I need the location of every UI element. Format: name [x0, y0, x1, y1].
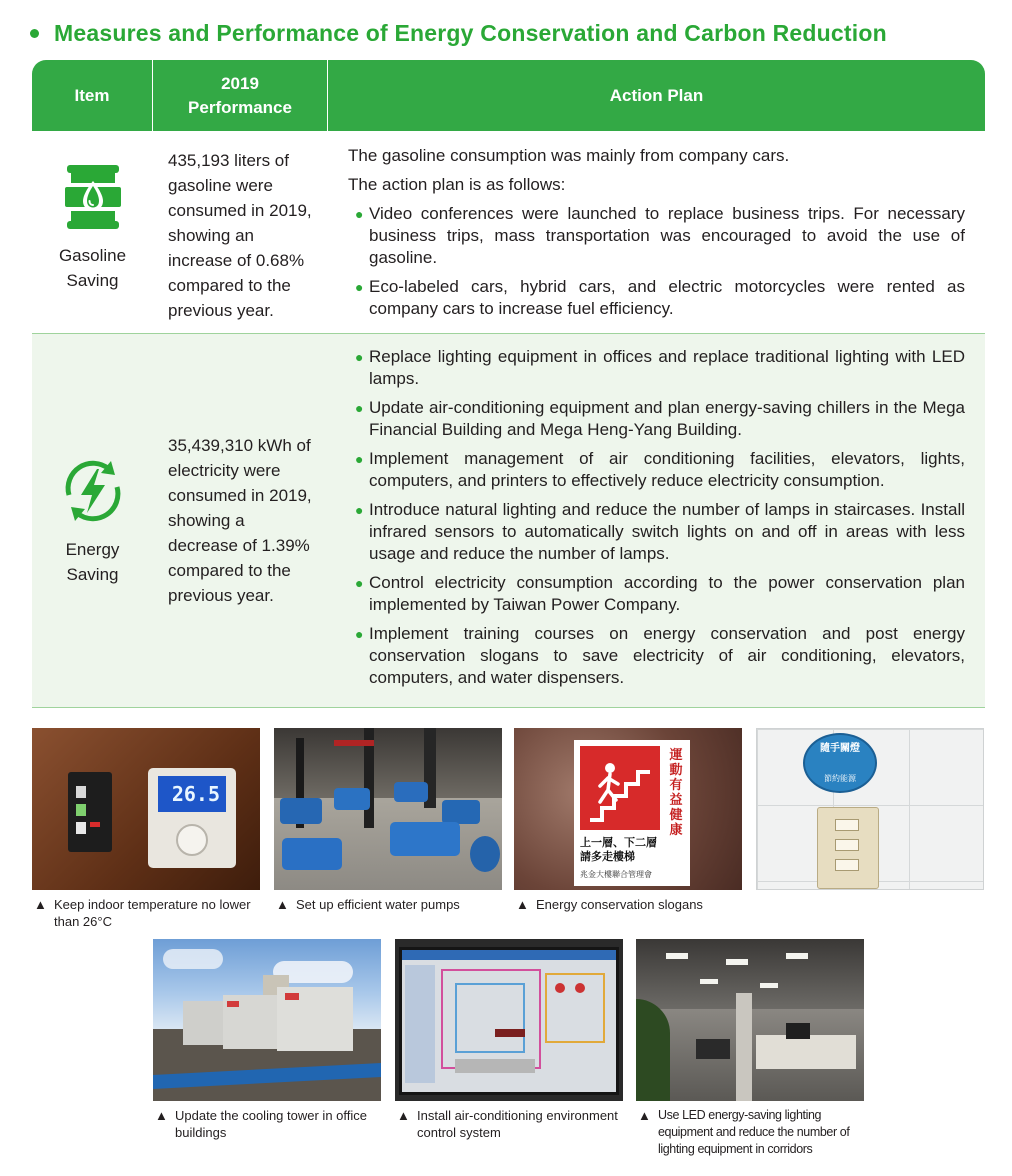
plan-bullet: ● Video conferences were launched to replace business trips. For necessary business trips, mass transportation was encouraged to avoid the use of gasoline. [355, 204, 965, 267]
triangle-icon: ▲ [276, 897, 289, 912]
photo-caption: Use LED energy-saving lighting equipment and reduce the number of lighting equipment in corridors [658, 1108, 850, 1156]
triangle-icon: ▲ [638, 1108, 651, 1123]
bullet-dot [30, 29, 39, 38]
plan-bullet: ● Replace lighting equipment in offices and replace traditional lighting with LED lamps. [355, 346, 965, 388]
photo-thermostat [32, 728, 260, 930]
item-cell [32, 131, 153, 333]
photo-water-pumps [274, 728, 502, 913]
triangle-icon: ▲ [155, 1108, 168, 1123]
item-label: Gasoline Saving [58, 246, 127, 290]
header-item: Item [32, 60, 153, 131]
gasoline-barrel-icon [57, 161, 129, 233]
photo-caption: Keep indoor temperature no lower than 26°C [54, 897, 251, 929]
water-pumps-image [274, 728, 502, 890]
plan-bullet: ● Eco-labeled cars, hybrid cars, and electric motorcycles were rented as company cars to increase fuel efficiency. [355, 277, 965, 318]
photo-cooling-tower [153, 939, 381, 1141]
plan-bullet: ● Implement management of air conditioning facilities, elevators, lights, computers, and printers to effectively reduce electricity consumption. [355, 448, 965, 490]
item-cell [32, 334, 153, 707]
item-label: Energy Saving [65, 539, 120, 584]
photo-caption: Energy conservation slogans [536, 897, 703, 912]
led-corridor-image [636, 939, 864, 1101]
light-switch-image [756, 728, 984, 890]
photo-gallery-bottom [153, 939, 865, 1164]
slogan-image [514, 728, 742, 890]
table-row-energy [32, 334, 985, 708]
page-title: Measures and Performance of Energy Conservation and Carbon Reduction [54, 20, 887, 46]
action-plan-cell [328, 131, 985, 333]
sticker-subtext: 節約能源 [824, 774, 856, 783]
section-title [30, 20, 887, 47]
thermostat-display: 26.5 [158, 776, 226, 812]
measures-table [32, 60, 985, 708]
photo-light-switch [756, 728, 984, 890]
energy-lightning-icon [57, 455, 129, 527]
table-header [32, 60, 985, 131]
control-system-image [395, 939, 623, 1101]
photo-caption: Install air-conditioning environment control system [417, 1108, 618, 1140]
sticker-text: 隨手關燈 [820, 743, 860, 754]
photo-control-system [395, 939, 623, 1141]
triangle-icon: ▲ [397, 1108, 410, 1123]
photo-led-corridor [636, 939, 864, 1158]
photo-caption: Update the cooling tower in office buildings [175, 1108, 367, 1140]
sign-footer: 兆金大樓聯合管理會 [580, 870, 652, 879]
performance-cell: 35,439,310 kWh of electricity were consumed in 2019, showing a decrease of 1.39% compared to the previous year. [168, 436, 312, 605]
table-row-gasoline [32, 131, 985, 334]
stairs-walker-icon [586, 758, 654, 824]
plan-bullet: ● Introduce natural lighting and reduce the number of lamps in staircases. Install infrared sensors to automatically switch lights on and off in areas with less usage and reduce the number of lamps. [355, 499, 965, 563]
triangle-icon: ▲ [516, 897, 529, 912]
header-performance: 2019 Performance [153, 60, 328, 131]
action-plan-cell [328, 334, 985, 707]
photo-slogan [514, 728, 742, 913]
performance-cell: 435,193 liters of gasoline were consumed in 2019, showing an increase of 0.68% compared to the previous year. [168, 151, 312, 320]
header-action-plan: Action Plan [609, 85, 704, 105]
cooling-tower-image [153, 939, 381, 1101]
photo-caption: Set up efficient water pumps [296, 897, 460, 912]
sign-line2: 請多走樓梯 [580, 850, 635, 863]
plan-bullet: ● Implement training courses on energy conservation and post energy conservation slogans to save electricity of air conditioning, elevators, computers, and water dispensers. [355, 623, 965, 687]
plan-intro: The gasoline consumption was mainly from company cars. [348, 146, 790, 165]
sign-line1: 上一層、下二層 [580, 836, 657, 849]
plan-intro: The action plan is as follows: [348, 175, 566, 194]
plan-bullet: ● Update air-conditioning equipment and plan energy-saving chillers in the Mega Financial Building and Mega Heng-Yang Building. [355, 397, 965, 439]
sign-vertical-text: 運動有益健康 [669, 748, 683, 838]
photo-gallery-top [32, 728, 985, 933]
thermostat-image [32, 728, 260, 890]
plan-bullet: ● Control electricity consumption according to the power conservation plan implemented by Taiwan Power Company. [355, 572, 965, 614]
triangle-icon: ▲ [34, 897, 47, 912]
